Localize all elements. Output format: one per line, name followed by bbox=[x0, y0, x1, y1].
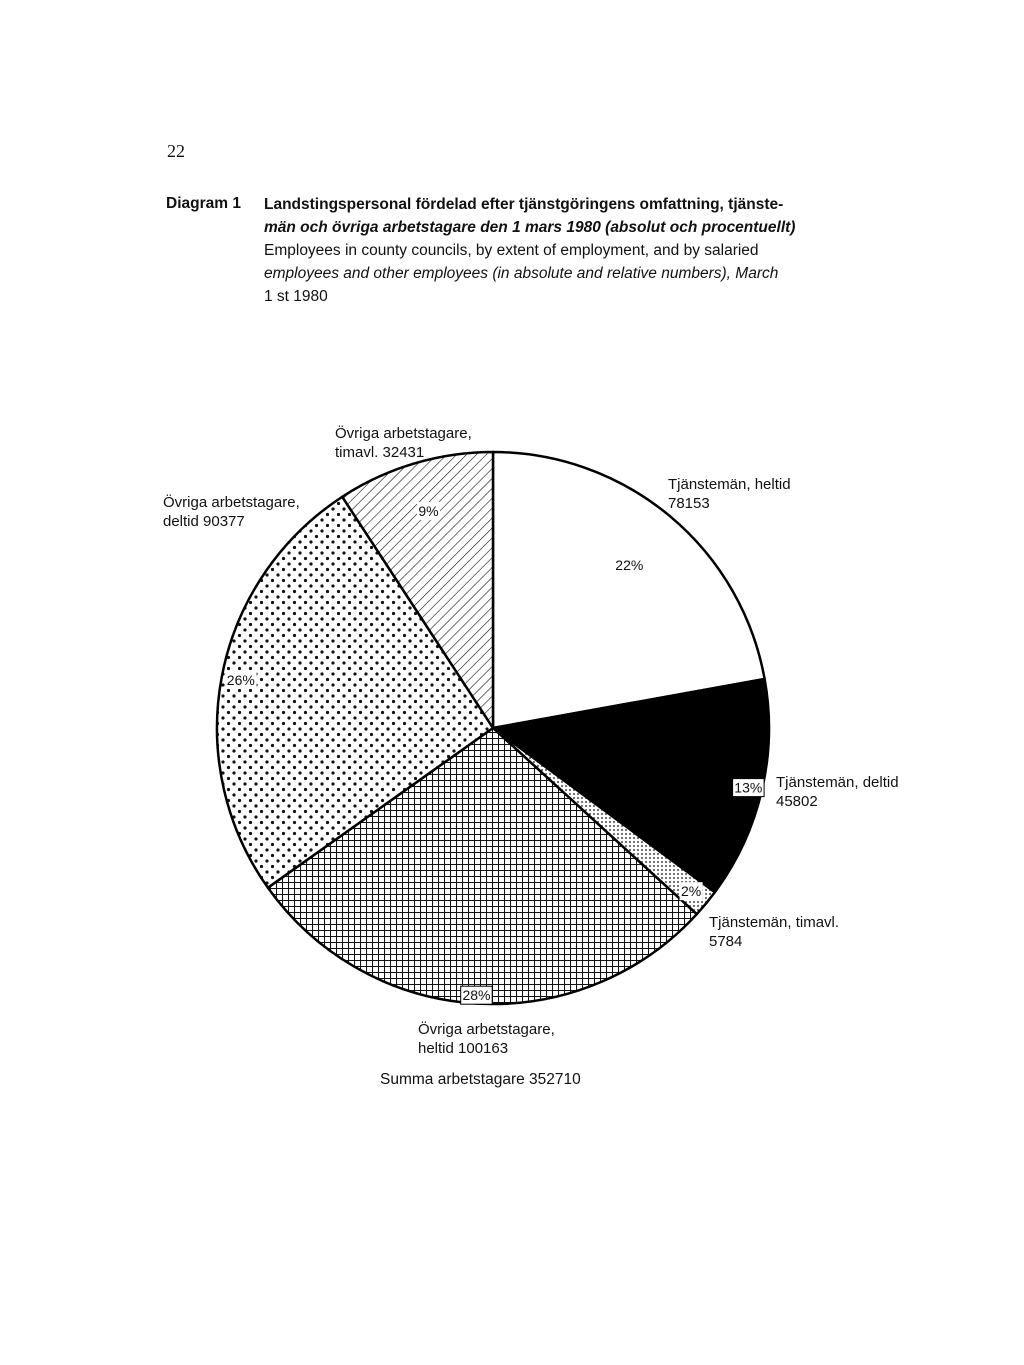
caption-swedish-line-1: Landstingspersonal fördelad efter tjänstgöringens omfattning, tjänste- bbox=[264, 196, 784, 213]
pie-percent-ovriga-timavl: 9% bbox=[418, 503, 439, 520]
caption-english-line-1: Employees in county councils, by extent of employment, and by salaried bbox=[264, 242, 759, 259]
pie-label-ovriga-deltid-line-1: Övriga arbetstagare, bbox=[163, 494, 300, 511]
caption-english-line-2: employees and other employees (in absolute and relative numbers), March bbox=[264, 265, 779, 282]
pie-percent-tjanstemen-heltid: 22% bbox=[615, 556, 644, 573]
pie-label-ovriga-timavl-line-1: Övriga arbetstagare, bbox=[335, 425, 472, 442]
pie-percent-tjanstemen-deltid: 13% bbox=[734, 779, 763, 796]
pie-label-ovriga-heltid-line-2: heltid 100163 bbox=[418, 1040, 509, 1057]
pie-label-tjanstemen-deltid-line-2: 45802 bbox=[776, 793, 818, 810]
pie-label-ovriga-heltid-line-1: Övriga arbetstagare, bbox=[418, 1021, 555, 1038]
pie-percent-ovriga-deltid: 26% bbox=[226, 672, 255, 688]
pie-label-tjanstemen-deltid-line-1: Tjänstemän, deltid bbox=[776, 774, 899, 791]
caption-english-line-3: 1 st 1980 bbox=[264, 288, 328, 305]
pie-label-tjanstemen-timavl-line-2: 5784 bbox=[709, 933, 743, 950]
pie-percent-ovriga-heltid: 28% bbox=[462, 987, 491, 1004]
pie-percent-tjanstemen-timavl: 2% bbox=[680, 883, 702, 900]
pie-label-tjanstemen-heltid-line-2: 78153 bbox=[668, 495, 710, 512]
caption-swedish-line-2: män och övriga arbetstagare den 1 mars 1980 (absolut och procentuellt) bbox=[264, 219, 796, 236]
diagram-label: Diagram 1 bbox=[166, 195, 241, 212]
pie-label-tjanstemen-heltid-line-1: Tjänstemän, heltid bbox=[668, 476, 791, 493]
pie-label-ovriga-deltid-line-2: deltid 90377 bbox=[163, 513, 245, 530]
page-number: 22 bbox=[167, 141, 185, 161]
pie-label-tjanstemen-timavl-line-1: Tjänstemän, timavl. bbox=[709, 914, 840, 931]
total-label: Summa arbetstagare 352710 bbox=[380, 1071, 581, 1088]
pie-label-ovriga-timavl-line-2: timavl. 32431 bbox=[335, 444, 425, 461]
